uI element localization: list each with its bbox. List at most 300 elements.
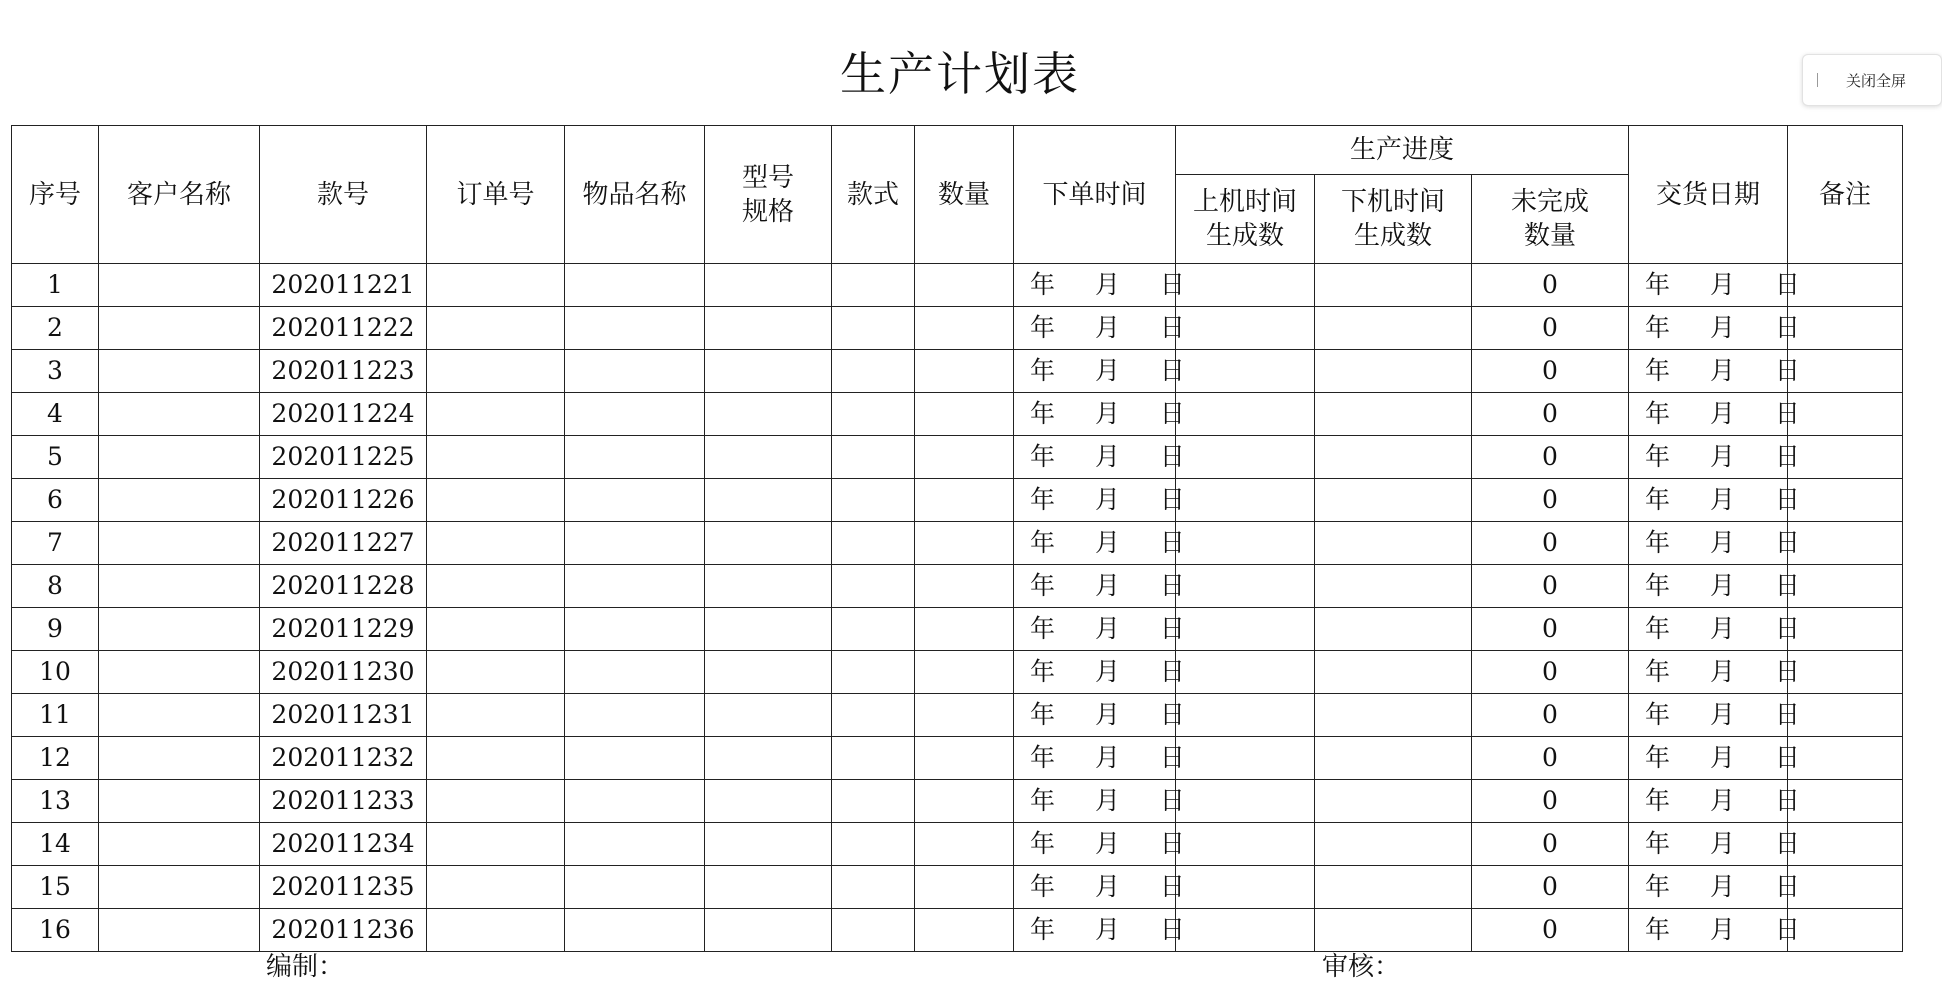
cell-item-name[interactable]	[565, 866, 705, 909]
cell-order-date-text: 年 月 日	[1030, 270, 1201, 299]
cell-unfinished[interactable]	[1472, 350, 1629, 393]
cell-off-machine[interactable]	[1315, 350, 1472, 393]
cell-quantity[interactable]	[915, 350, 1014, 393]
cell-order-date[interactable]	[1014, 608, 1201, 651]
cell-customer[interactable]	[99, 565, 260, 608]
cell-quantity[interactable]	[915, 608, 1014, 651]
header-model-spec-line1: 型号	[741, 162, 794, 193]
cell-delivery-date-text: 年 月 日	[1645, 528, 1816, 557]
cell-order-no[interactable]	[427, 823, 565, 866]
cell-style[interactable]	[832, 479, 915, 522]
cell-unfinished[interactable]	[1472, 866, 1629, 909]
cell-delivery-date-text: 年 月 日	[1645, 485, 1816, 514]
cell-off-machine[interactable]	[1315, 307, 1472, 350]
cell-delivery-date-text: 年 月 日	[1645, 356, 1816, 385]
cell-style-no[interactable]	[260, 780, 427, 823]
table-row	[12, 866, 1903, 909]
cell-quantity[interactable]	[915, 780, 1014, 823]
cell-style-no[interactable]	[260, 522, 427, 565]
cell-delivery-date[interactable]	[1629, 694, 1816, 737]
cell-quantity[interactable]	[915, 436, 1014, 479]
cell-model-spec[interactable]	[705, 350, 832, 393]
cell-quantity[interactable]	[915, 264, 1014, 307]
cell-unfinished[interactable]	[1472, 737, 1629, 780]
cell-unfinished[interactable]	[1472, 479, 1629, 522]
cell-order-date[interactable]	[1014, 780, 1201, 823]
cell-unfinished-text: 0	[1542, 872, 1558, 901]
cell-style-no[interactable]	[260, 651, 427, 694]
header-quantity: 数量	[915, 126, 1014, 264]
cell-seq-text: 13	[39, 786, 71, 815]
reviewed-by-label: 审核：	[1322, 952, 1401, 982]
cell-item-name[interactable]	[565, 350, 705, 393]
cell-seq[interactable]	[12, 866, 99, 909]
cell-seq[interactable]	[12, 651, 99, 694]
cell-seq[interactable]	[12, 479, 99, 522]
cell-model-spec[interactable]	[705, 823, 832, 866]
cell-delivery-date[interactable]	[1629, 651, 1816, 694]
cell-order-date[interactable]	[1014, 651, 1201, 694]
cell-customer[interactable]	[99, 823, 260, 866]
cell-item-name[interactable]	[565, 264, 705, 307]
cell-order-date-text: 年 月 日	[1030, 399, 1201, 428]
cell-order-date[interactable]	[1014, 565, 1201, 608]
cell-delivery-date-text: 年 月 日	[1645, 657, 1816, 686]
cell-order-date[interactable]	[1014, 866, 1201, 909]
cell-order-date-text: 年 月 日	[1030, 786, 1201, 815]
cell-delivery-date[interactable]	[1629, 393, 1816, 436]
cell-seq[interactable]	[12, 565, 99, 608]
cell-seq[interactable]	[12, 350, 99, 393]
cell-item-name[interactable]	[565, 651, 705, 694]
cell-seq[interactable]	[12, 823, 99, 866]
table-row	[12, 479, 1903, 522]
cell-seq[interactable]	[12, 780, 99, 823]
cell-off-machine[interactable]	[1315, 436, 1472, 479]
cell-order-date-text: 年 月 日	[1030, 528, 1201, 557]
cell-customer[interactable]	[99, 866, 260, 909]
cell-unfinished[interactable]	[1472, 823, 1629, 866]
header-seq: 序号	[12, 126, 99, 264]
cell-item-name[interactable]	[565, 436, 705, 479]
cell-order-date-text: 年 月 日	[1030, 313, 1201, 342]
cell-delivery-date[interactable]	[1629, 780, 1816, 823]
cell-unfinished-text: 0	[1542, 743, 1558, 772]
cell-style[interactable]	[832, 522, 915, 565]
cell-off-machine[interactable]	[1315, 866, 1472, 909]
cell-model-spec[interactable]	[705, 307, 832, 350]
cell-style-no-text: 202011227	[271, 528, 415, 557]
cell-customer[interactable]	[99, 909, 260, 952]
cell-quantity[interactable]	[915, 522, 1014, 565]
table-row	[12, 694, 1903, 737]
cell-customer[interactable]	[99, 608, 260, 651]
cell-model-spec[interactable]	[705, 909, 832, 952]
cell-model-spec[interactable]	[705, 479, 832, 522]
cell-order-date[interactable]	[1014, 522, 1201, 565]
cell-order-no[interactable]	[427, 307, 565, 350]
cell-item-name[interactable]	[565, 780, 705, 823]
cell-customer[interactable]	[99, 737, 260, 780]
cell-quantity[interactable]	[915, 651, 1014, 694]
cell-order-no[interactable]	[427, 393, 565, 436]
divider-icon	[1817, 73, 1818, 87]
cell-order-no[interactable]	[427, 565, 565, 608]
table-row	[12, 307, 1903, 350]
close-fullscreen-label: 关闭全屏	[1846, 71, 1907, 90]
cell-style-no[interactable]	[260, 694, 427, 737]
cell-quantity[interactable]	[915, 737, 1014, 780]
cell-style[interactable]	[832, 909, 915, 952]
cell-off-machine[interactable]	[1315, 694, 1472, 737]
cell-off-machine[interactable]	[1315, 264, 1472, 307]
cell-style-no[interactable]	[260, 393, 427, 436]
cell-unfinished-text: 0	[1542, 614, 1558, 643]
cell-item-name[interactable]	[565, 909, 705, 952]
cell-style-no-text: 202011228	[271, 571, 415, 600]
header-unfinished-line1: 未完成	[1511, 187, 1590, 217]
cell-style[interactable]	[832, 350, 915, 393]
cell-style[interactable]	[832, 694, 915, 737]
cell-customer[interactable]	[99, 307, 260, 350]
cell-style-no[interactable]	[260, 909, 427, 952]
table-header	[12, 126, 1903, 264]
cell-style[interactable]	[832, 608, 915, 651]
cell-seq[interactable]	[12, 522, 99, 565]
cell-order-no[interactable]	[427, 694, 565, 737]
cell-style-no[interactable]	[260, 866, 427, 909]
cell-customer[interactable]	[99, 393, 260, 436]
cell-style-no[interactable]	[260, 350, 427, 393]
cell-unfinished[interactable]	[1472, 522, 1629, 565]
cell-order-date[interactable]	[1014, 694, 1201, 737]
cell-unfinished[interactable]	[1472, 780, 1629, 823]
cell-seq-text: 5	[47, 442, 63, 471]
header-model-spec	[705, 126, 832, 264]
page-title: 生产计划表	[840, 47, 1080, 101]
table-row	[12, 522, 1903, 565]
cell-item-name[interactable]	[565, 307, 705, 350]
cell-seq-text: 16	[39, 915, 71, 944]
cell-unfinished[interactable]	[1472, 436, 1629, 479]
cell-delivery-date[interactable]	[1629, 866, 1816, 909]
cell-style-no[interactable]	[260, 608, 427, 651]
cell-delivery-date-text: 年 月 日	[1645, 399, 1816, 428]
cell-style[interactable]	[832, 436, 915, 479]
cell-unfinished[interactable]	[1472, 264, 1629, 307]
cell-style-no[interactable]	[260, 565, 427, 608]
cell-customer[interactable]	[99, 651, 260, 694]
cell-seq[interactable]	[12, 264, 99, 307]
cell-order-date[interactable]	[1014, 393, 1201, 436]
table-row	[12, 565, 1903, 608]
cell-seq[interactable]	[12, 608, 99, 651]
cell-order-no[interactable]	[427, 651, 565, 694]
cell-customer[interactable]	[99, 694, 260, 737]
cell-off-machine[interactable]	[1315, 479, 1472, 522]
header-off-machine-line2: 生成数	[1353, 221, 1432, 251]
cell-off-machine[interactable]	[1315, 780, 1472, 823]
cell-unfinished[interactable]	[1472, 307, 1629, 350]
cell-unfinished-text: 0	[1542, 485, 1558, 514]
cell-item-name[interactable]	[565, 694, 705, 737]
cell-style[interactable]	[832, 866, 915, 909]
table-row	[12, 608, 1903, 651]
cell-style[interactable]	[832, 565, 915, 608]
cell-style-no[interactable]	[260, 823, 427, 866]
table-row	[12, 264, 1903, 307]
cell-delivery-date[interactable]	[1629, 264, 1816, 307]
cell-order-no[interactable]	[427, 479, 565, 522]
cell-style-no[interactable]	[260, 436, 427, 479]
cell-order-date[interactable]	[1014, 436, 1201, 479]
cell-off-machine[interactable]	[1315, 823, 1472, 866]
production-plan-table	[11, 125, 1903, 952]
cell-delivery-date[interactable]	[1629, 479, 1816, 522]
cell-order-no[interactable]	[427, 350, 565, 393]
cell-unfinished-text: 0	[1542, 700, 1558, 729]
cell-order-no[interactable]	[427, 780, 565, 823]
cell-customer[interactable]	[99, 522, 260, 565]
cell-style-no-text: 202011223	[271, 356, 415, 385]
cell-order-no[interactable]	[427, 522, 565, 565]
cell-order-date[interactable]	[1014, 909, 1201, 952]
cell-item-name[interactable]	[565, 522, 705, 565]
table-row	[12, 823, 1903, 866]
cell-customer[interactable]	[99, 350, 260, 393]
header-off-machine-line1: 下机时间	[1340, 187, 1445, 217]
table-row	[12, 737, 1903, 780]
cell-style[interactable]	[832, 393, 915, 436]
cell-style-no-text: 202011229	[271, 614, 415, 643]
cell-style[interactable]	[832, 823, 915, 866]
cell-order-date-text: 年 月 日	[1030, 485, 1201, 514]
header-item-name: 物品名称	[565, 126, 705, 264]
cell-seq[interactable]	[12, 909, 99, 952]
cell-delivery-date[interactable]	[1629, 565, 1816, 608]
cell-unfinished-text: 0	[1542, 829, 1558, 858]
cell-delivery-date[interactable]	[1629, 350, 1816, 393]
cell-order-date-text: 年 月 日	[1030, 614, 1201, 643]
cell-unfinished-text: 0	[1542, 915, 1558, 944]
header-order-time: 下单时间	[1014, 126, 1176, 264]
cell-model-spec[interactable]	[705, 780, 832, 823]
cell-delivery-date-text: 年 月 日	[1645, 786, 1816, 815]
cell-order-date[interactable]	[1014, 307, 1201, 350]
cell-order-no[interactable]	[427, 608, 565, 651]
cell-order-date-text: 年 月 日	[1030, 356, 1201, 385]
cell-order-date-text: 年 月 日	[1030, 571, 1201, 600]
cell-delivery-date[interactable]	[1629, 522, 1816, 565]
cell-style-no-text: 202011235	[271, 872, 415, 901]
cell-style-no-text: 202011221	[271, 270, 415, 299]
cell-customer[interactable]	[99, 780, 260, 823]
cell-delivery-date-text: 年 月 日	[1645, 571, 1816, 600]
cell-model-spec[interactable]	[705, 565, 832, 608]
cell-model-spec[interactable]	[705, 522, 832, 565]
cell-model-spec[interactable]	[705, 393, 832, 436]
cell-unfinished-text: 0	[1542, 657, 1558, 686]
cell-off-machine[interactable]	[1315, 522, 1472, 565]
cell-quantity[interactable]	[915, 307, 1014, 350]
cell-off-machine[interactable]	[1315, 909, 1472, 952]
cell-unfinished[interactable]	[1472, 565, 1629, 608]
cell-style-no-text: 202011222	[271, 313, 415, 342]
cell-item-name[interactable]	[565, 823, 705, 866]
cell-style-no[interactable]	[260, 307, 427, 350]
cell-delivery-date-text: 年 月 日	[1645, 915, 1816, 944]
cell-unfinished[interactable]	[1472, 694, 1629, 737]
cell-item-name[interactable]	[565, 393, 705, 436]
cell-order-date-text: 年 月 日	[1030, 915, 1201, 944]
cell-customer[interactable]	[99, 264, 260, 307]
header-on-machine-line2: 生成数	[1205, 221, 1284, 251]
cell-style-no[interactable]	[260, 737, 427, 780]
cell-seq[interactable]	[12, 307, 99, 350]
cell-quantity[interactable]	[915, 694, 1014, 737]
cell-off-machine[interactable]	[1315, 737, 1472, 780]
cell-item-name[interactable]	[565, 565, 705, 608]
cell-order-date-text: 年 月 日	[1030, 743, 1201, 772]
cell-quantity[interactable]	[915, 393, 1014, 436]
cell-style[interactable]	[832, 307, 915, 350]
table-row	[12, 436, 1903, 479]
cell-delivery-date-text: 年 月 日	[1645, 270, 1816, 299]
cell-model-spec[interactable]	[705, 264, 832, 307]
table-row	[12, 780, 1903, 823]
cell-style[interactable]	[832, 780, 915, 823]
cell-delivery-date-text: 年 月 日	[1645, 829, 1816, 858]
cell-model-spec[interactable]	[705, 651, 832, 694]
cell-order-date-text: 年 月 日	[1030, 700, 1201, 729]
cell-order-no[interactable]	[427, 909, 565, 952]
cell-delivery-date-text: 年 月 日	[1645, 614, 1816, 643]
cell-off-machine[interactable]	[1315, 608, 1472, 651]
header-style-no: 款号	[260, 126, 427, 264]
cell-item-name[interactable]	[565, 737, 705, 780]
cell-style-no-text: 202011232	[271, 743, 415, 772]
header-style: 款式	[832, 126, 915, 264]
cell-seq-text: 6	[47, 485, 63, 514]
cell-style-no-text: 202011231	[271, 700, 415, 729]
header-customer: 客户名称	[99, 126, 260, 264]
cell-seq-text: 2	[47, 313, 63, 342]
cell-off-machine[interactable]	[1315, 393, 1472, 436]
cell-model-spec[interactable]	[705, 436, 832, 479]
cell-seq-text: 7	[47, 528, 63, 557]
cell-style[interactable]	[832, 651, 915, 694]
cell-order-no[interactable]	[427, 264, 565, 307]
close-fullscreen-button[interactable]	[1802, 54, 1942, 106]
header-on-machine	[1176, 175, 1315, 264]
cell-seq-text: 12	[39, 743, 71, 772]
cell-seq-text: 14	[39, 829, 71, 858]
cell-order-date-text: 年 月 日	[1030, 872, 1201, 901]
cell-customer[interactable]	[99, 479, 260, 522]
table-row	[12, 393, 1903, 436]
cell-style-no-text: 202011233	[271, 786, 415, 815]
cell-item-name[interactable]	[565, 608, 705, 651]
cell-item-name[interactable]	[565, 479, 705, 522]
cell-quantity[interactable]	[915, 909, 1014, 952]
prepared-by-label: 编制：	[266, 952, 345, 982]
cell-unfinished-text: 0	[1542, 571, 1558, 600]
cell-seq-text: 3	[47, 356, 63, 385]
cell-seq-text: 11	[39, 700, 71, 729]
cell-order-date-text: 年 月 日	[1030, 829, 1201, 858]
cell-unfinished-text: 0	[1542, 399, 1558, 428]
cell-off-machine[interactable]	[1315, 565, 1472, 608]
table-row	[12, 651, 1903, 694]
cell-delivery-date[interactable]	[1629, 737, 1816, 780]
cell-delivery-date[interactable]	[1629, 909, 1816, 952]
cell-model-spec[interactable]	[705, 866, 832, 909]
cell-style-no-text: 202011230	[271, 657, 415, 686]
cell-seq-text: 8	[47, 571, 63, 600]
cell-delivery-date[interactable]	[1629, 307, 1816, 350]
cell-style-no[interactable]	[260, 264, 427, 307]
cell-style-no-text: 202011234	[271, 829, 415, 858]
cell-seq-text: 4	[47, 399, 63, 428]
cell-order-date[interactable]	[1014, 823, 1201, 866]
cell-order-date[interactable]	[1014, 264, 1201, 307]
cell-quantity[interactable]	[915, 565, 1014, 608]
cell-seq[interactable]	[12, 436, 99, 479]
header-delivery-date: 交货日期	[1629, 126, 1788, 264]
table-row	[12, 350, 1903, 393]
cell-style[interactable]	[832, 264, 915, 307]
cell-seq[interactable]	[12, 737, 99, 780]
cell-order-date[interactable]	[1014, 350, 1201, 393]
cell-order-date[interactable]	[1014, 479, 1201, 522]
cell-order-no[interactable]	[427, 737, 565, 780]
cell-order-date[interactable]	[1014, 737, 1201, 780]
cell-style-no[interactable]	[260, 479, 427, 522]
cell-style-no-text: 202011226	[271, 485, 415, 514]
cell-delivery-date[interactable]	[1629, 608, 1816, 651]
header-progress: 生产进度	[1176, 126, 1629, 175]
cell-quantity[interactable]	[915, 823, 1014, 866]
cell-model-spec[interactable]	[705, 608, 832, 651]
cell-delivery-date[interactable]	[1629, 823, 1816, 866]
cell-seq[interactable]	[12, 694, 99, 737]
cell-quantity[interactable]	[915, 866, 1014, 909]
cell-unfinished-text: 0	[1542, 270, 1558, 299]
cell-unfinished[interactable]	[1472, 651, 1629, 694]
cell-seq[interactable]	[12, 393, 99, 436]
cell-order-date-text: 年 月 日	[1030, 442, 1201, 471]
cell-style-no-text: 202011236	[271, 915, 415, 944]
cell-delivery-date[interactable]	[1629, 436, 1816, 479]
cell-unfinished[interactable]	[1472, 393, 1629, 436]
table-row	[12, 909, 1903, 952]
cell-model-spec[interactable]	[705, 694, 832, 737]
cell-unfinished[interactable]	[1472, 608, 1629, 651]
cell-order-no[interactable]	[427, 866, 565, 909]
cell-unfinished[interactable]	[1472, 909, 1629, 952]
cell-delivery-date-text: 年 月 日	[1645, 442, 1816, 471]
cell-unfinished-text: 0	[1542, 356, 1558, 385]
header-model-spec-line2: 规格	[741, 196, 794, 227]
cell-style[interactable]	[832, 737, 915, 780]
cell-off-machine[interactable]	[1315, 651, 1472, 694]
header-on-machine-line1: 上机时间	[1192, 187, 1297, 217]
cell-order-no[interactable]	[427, 436, 565, 479]
cell-customer[interactable]	[99, 436, 260, 479]
cell-model-spec[interactable]	[705, 737, 832, 780]
cell-quantity[interactable]	[915, 479, 1014, 522]
cell-unfinished-text: 0	[1542, 442, 1558, 471]
